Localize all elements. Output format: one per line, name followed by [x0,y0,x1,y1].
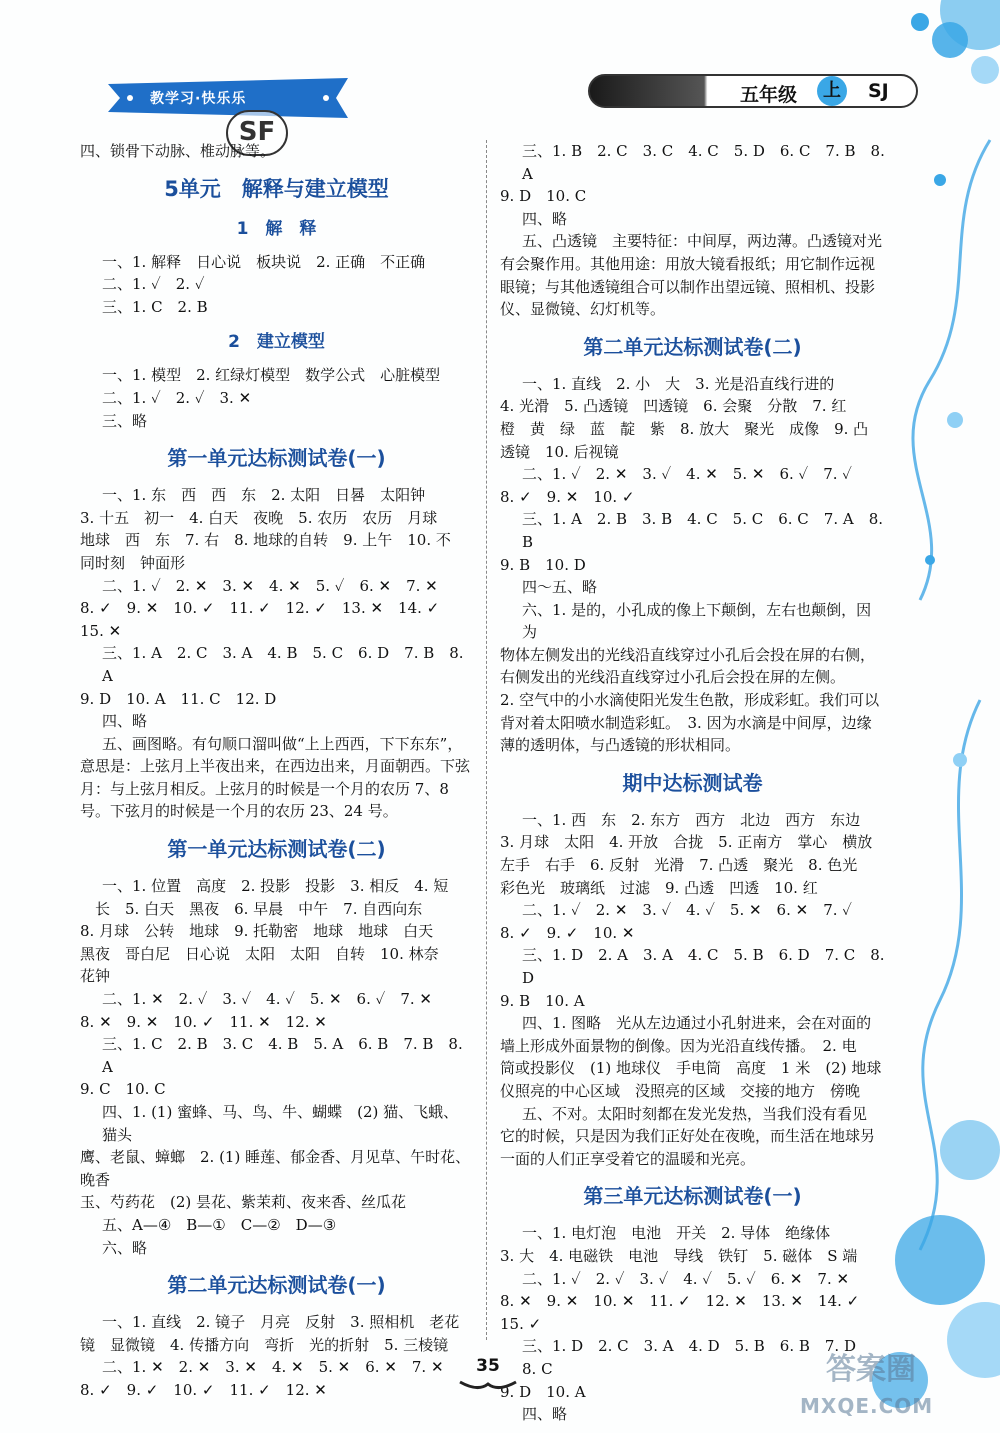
answer-line: 橙 黄 绿 蓝 靛 紫 8. 放大 聚光 成像 9. 凸 [500,419,869,438]
banner-text: 教学习·快乐乐 [150,91,247,107]
test-heading: 期中达标测试卷 [622,770,763,795]
test-heading: 第二单元达标测试卷(一) [167,1273,386,1298]
answer-line: 六、略 [102,1238,148,1257]
answer-line: 3. 月球 太阳 4. 开放 合拢 5. 正南方 掌心 横放 [500,833,873,852]
answer-line: 六、1. 是的，小孔成的像上下颠倒，左右也颠倒，因为 [522,600,872,642]
answer-line: 四、1. (1) 蜜蜂、马、鸟、牛、蝴蝶 (2) 猫、飞蛾、猫头 [102,1103,459,1144]
test-heading: 第二单元达标测试卷(二) [583,334,802,359]
answer-line: 黑夜 哥白尼 日心说 太阳 太阳 自转 10. 林奈 [80,944,439,963]
answer-line: 3. 大 4. 电磁铁 电池 导线 铁钉 5. 磁体 S 端 [500,1246,858,1265]
answer-line: 一、1. 东 西 西 东 2. 太阳 日晷 太阳钟 [102,486,426,505]
answer-line: 镜 显微镜 4. 传播方向 弯折 光的折射 5. 三棱镜 [80,1335,449,1354]
publisher-badge: SF [226,110,288,156]
answer-line: 二、1. ✓ 2. ✕ 3. ✓ 4. ✓ 5. ✕ 6. ✕ 7. ✓ [522,901,852,920]
answer-line: 右侧发出的光线沿直线穿过小孔后会投在屏的左侧。 [500,668,846,687]
grade-label: 五年级 [740,84,798,106]
semester-badge: 上 [817,76,847,106]
answer-line: 二、1. ✓ 2. ✕ 3. ✕ 4. ✕ 5. ✓ 6. ✕ 7. ✕ [102,576,438,595]
answer-line: 一、1. 模型 2. 红绿灯模型 数学公式 心脏模型 [102,366,441,385]
answer-line: 玉、芍药花 (2) 昙花、紫茉莉、夜来香、丝瓜花 [80,1193,407,1212]
answer-line: 一、1. 西 东 2. 东方 西方 北边 西方 东边 [522,810,861,829]
lesson-heading: 1 解 释 [236,218,317,239]
answer-line: 一、1. 位置 高度 2. 投影 投影 3. 相反 4. 短 [102,877,449,896]
answer-line: 9. D 10. A [500,1382,586,1401]
left-column [80,140,473,1402]
page-number: 35 [476,1356,500,1376]
answer-line: 地球 西 东 7. 右 8. 地球的自转 9. 上午 10. 不 [80,531,451,550]
test-heading: 第一单元达标测试卷(二) [167,837,386,862]
answer-line: 8. ✓ 9. ✓ 10. ✕ [500,923,635,942]
answer-line: 二、1. ✕ 2. ✕ 3. ✕ 4. ✕ 5. ✕ 6. ✕ 7. ✕ [102,1358,444,1377]
answer-line: 墙上形成外面景物的倒像。因为光沿直线传播。 2. 电 [500,1036,857,1055]
answer-line: 仪照亮的中心区域 没照亮的区域 交接的地方 傍晚 [500,1081,861,1100]
answer-line: 一、1. 直线 2. 小 大 3. 光是沿直线行进的 [522,374,835,393]
test-heading: 第三单元达标测试卷(一) [583,1184,802,1209]
answer-line: 二、1. ✓ 2. ✕ 3. ✓ 4. ✕ 5. ✕ 6. ✓ 7. ✓ [522,465,852,484]
answer-line: 它的时候，只是因为我们正好处在夜晚，而生活在地球另 [500,1127,876,1146]
answer-line: 二、1. ✓ 2. ✓ [102,275,205,294]
answer-line: 号。下弦月的时候是一个月的农历 23、24 号。 [80,802,398,821]
answer-line: 意思是：上弦月上半夜出来，在西边出来，月面朝西。下弦 [80,757,471,776]
answer-line: 三、1. C 2. B 3. C 4. B 5. A 6. B 7. B 8. A [102,1035,468,1076]
test-heading: 第一单元达标测试卷(一) [167,446,386,471]
answer-line: 五、画图略。有句顺口溜叫做“上上西西，下下东东”， [102,734,463,753]
answer-line: 左手 右手 6. 反射 光滑 7. 凸透 聚光 8. 色光 [500,856,858,875]
answer-line: 9. B 10. D [500,555,586,574]
answer-line: 三、1. C 2. B [102,297,208,316]
answer-line: 长 5. 白天 黑夜 6. 早晨 中午 7. 自西向东 [80,899,423,918]
answer-line: 一、1. 解释 日心说 板块说 2. 正确 不正确 [102,252,426,271]
answer-line: 8. ✕ 9. ✕ 10. ✕ 11. ✓ 12. ✕ 13. ✕ 14. ✓ [500,1292,860,1311]
lesson-heading: 2 建立模型 [228,332,325,353]
answer-line: 四～五、略 [522,578,598,597]
answer-line: 8. ✓ 9. ✕ 10. ✓ [500,487,635,506]
answer-line: 一、1. 电灯泡 电池 开关 2. 导体 绝缘体 [522,1224,831,1243]
answer-line: 三、1. A 2. C 3. A 4. B 5. C 6. D 7. B 8. A [102,644,469,685]
answer-line: 三、1. A 2. B 3. B 4. C 5. C 6. C 7. A 8. B [522,510,888,551]
answer-line: 同时刻 钟面形 [80,553,186,572]
watermark-url: MXQE.COM [800,1394,934,1418]
answer-line: 筒或投影仪 (1) 地球仪 手电筒 高度 1 米 (2) 地球 [500,1059,882,1078]
answer-line: 二、1. ✓ 2. ✓ 3. ✓ 4. ✓ 5. ✓ 6. ✕ 7. ✕ [522,1269,850,1288]
answer-line: 9. D 10. A 11. C 12. D [80,689,277,708]
answer-line: 三、略 [102,411,148,430]
edition-code: SJ [868,80,889,102]
column-divider [486,140,487,1340]
answer-line: 有会聚作用。其他用途：用放大镜看报纸；用它制作远视 [500,254,876,273]
answer-line: 背对着太阳喷水制造彩虹。 3. 因为水滴是中间厚，边缘 [500,713,872,732]
page-ornament-icon [458,1378,518,1392]
answer-line: 9. B 10. A [500,991,585,1010]
answer-line: 二、1. ✓ 2. ✓ 3. ✕ [102,388,252,407]
answer-line: 2. 空气中的小水滴使阳光发生色散，形成彩虹。我们可以 [500,691,880,710]
answer-line: 薄的透明体，与凸透镜的形状相同。 [500,736,741,755]
answer-line: 一、1. 直线 2. 镜子 月亮 反射 3. 照相机 老花 [102,1313,460,1332]
answer-line: 四、略 [522,1405,568,1424]
answer-line: 三、1. D 2. A 3. A 4. C 5. B 6. D 7. C 8. D [522,946,890,987]
answer-line: 15. ✕ [80,621,122,640]
answer-line: 四、略 [102,712,148,731]
answer-line: 3. 十五 初一 4. 白天 夜晚 5. 农历 农历 月球 [80,508,438,527]
answer-line: 四、略 [522,209,568,228]
answer-line: 花钟 [80,967,111,986]
answer-line: 8. ✓ 9. ✓ 10. ✓ 11. ✓ 12. ✕ [80,1380,327,1399]
answer-line: 4. 光滑 5. 凸透镜 凹透镜 6. 会聚 分散 7. 红 [500,397,847,416]
answer-line: 三、1. B 2. C 3. C 4. C 5. D 6. C 7. B 8. A [522,142,890,183]
answer-line: 眼镜；与其他透镜组合可以制作出望远镜、照相机、投影 [500,277,876,296]
answer-line: 8. ✓ 9. ✕ 10. ✓ 11. ✓ 12. ✓ 13. ✕ 14. ✓ [80,599,440,618]
answer-line: 一面的人们正享受着它的温暖和光亮。 [500,1149,756,1168]
answer-line: 月：与上弦月相反。上弦月的时候是一个月的农历 7、8 [80,779,449,798]
answer-line: 9. D 10. C [500,187,587,206]
answer-line: 鹰、老鼠、蟑螂 2. (1) 睡莲、郁金香、月见草、午时花、晚香 [80,1148,471,1189]
answer-line: 三、1. D 2. C 3. A 4. D 5. B 6. B 7. D 8. C [522,1337,872,1378]
watermark-logo: 答案圈 [826,1352,916,1387]
answer-line: 透镜 10. 后视镜 [500,442,619,461]
answer-line: 物体左侧发出的光线沿直线穿过小孔后会投在屏的右侧， [500,645,876,664]
answer-line: 五、A—④ B—① C—② D—③ [102,1215,337,1234]
right-column [500,140,890,1426]
answer-line: 五、不对。太阳时刻都在发光发热，当我们没有看见 [522,1104,868,1123]
answer-line: 15. ✓ [500,1314,542,1333]
answer-line: 8. ✕ 9. ✕ 10. ✓ 11. ✕ 12. ✕ [80,1012,327,1031]
answer-line: 五、凸透镜 主要特征：中间厚，两边薄。凸透镜对光 [522,232,883,251]
answer-line: 9. C 10. C [80,1080,166,1099]
unit-heading: 5单元 解释与建立模型 [164,176,389,201]
answer-line: 二、1. ✕ 2. ✓ 3. ✓ 4. ✓ 5. ✕ 6. ✓ 7. ✕ [102,990,432,1009]
answer-line: 四、锁骨下动脉、椎动脉等。 [80,142,276,160]
answer-line: 仪、显微镜、幻灯机等。 [500,300,666,319]
answer-line: 8. 月球 公转 地球 9. 托勒密 地球 地球 白天 [80,922,434,941]
answer-line: 彩色光 玻璃纸 过滤 9. 凸透 凹透 10. 红 [500,878,818,897]
answer-line: 四、1. 图略 光从左边通过小孔射进来，会在对面的 [522,1014,872,1033]
